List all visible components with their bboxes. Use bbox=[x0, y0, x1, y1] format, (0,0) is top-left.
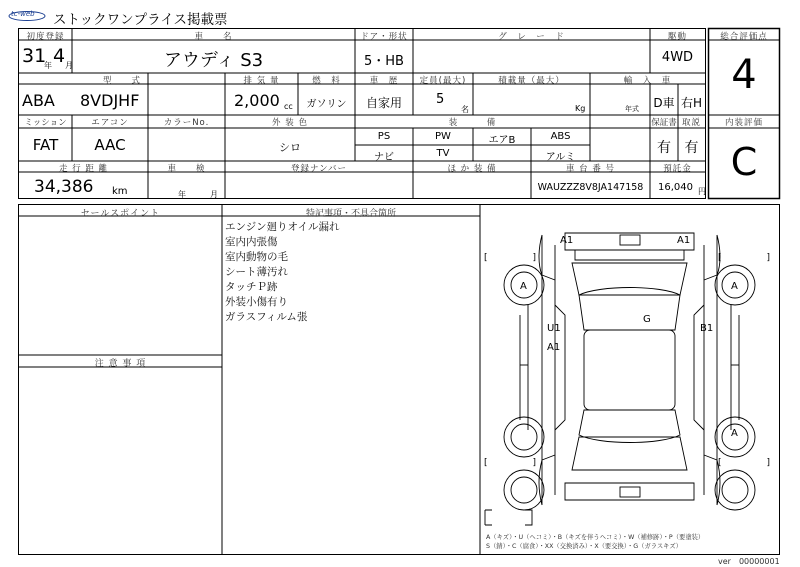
mark-a1-side: A1 bbox=[547, 342, 561, 353]
mark-a-tire-rr: A bbox=[731, 428, 738, 439]
manual-value: 有 bbox=[684, 140, 699, 156]
label-color-no: カラーNo. bbox=[163, 118, 210, 128]
load-unit: Kg bbox=[575, 104, 586, 113]
label-car-name: 車 名 bbox=[194, 32, 233, 42]
label-first-reg: 初度登録 bbox=[26, 32, 65, 42]
label-manual: 取説 bbox=[681, 118, 701, 128]
page-title: ストックワンプライス掲載票 bbox=[53, 12, 228, 28]
equip-airbag: エアB bbox=[488, 135, 516, 146]
label-sales-point: セールスポイント bbox=[80, 209, 161, 219]
history-value: 自家用 bbox=[365, 96, 402, 110]
version-label: ver 00000001 bbox=[718, 557, 780, 566]
overall-score: 4 bbox=[731, 52, 757, 98]
label-aircon: エアコン bbox=[91, 118, 129, 128]
vin-value: WAUZZZ8V8JA147158 bbox=[537, 182, 644, 193]
mark-g-roof: G bbox=[643, 314, 651, 325]
dealer-value: D車 bbox=[653, 96, 675, 110]
equip-navi: ナビ bbox=[374, 152, 394, 163]
displacement-value: 2,000 bbox=[234, 91, 280, 110]
logo-text: tc-web bbox=[11, 10, 35, 18]
mileage-unit: km bbox=[112, 186, 128, 197]
inspection-year-unit: 年 bbox=[178, 190, 186, 199]
label-deposit: 預託金 bbox=[663, 164, 692, 174]
mark-a-tire-fr: A bbox=[731, 281, 738, 292]
bracket-left-bottom: [ ] bbox=[484, 458, 537, 468]
model-value: 8VDJHF bbox=[80, 91, 140, 110]
note-item: ガラスフィルム張 bbox=[225, 311, 308, 323]
ext-color-value: シロ bbox=[279, 141, 301, 154]
equip-abs: ABS bbox=[550, 131, 571, 142]
label-history: 車 歴 bbox=[369, 76, 399, 86]
label-mileage: 走 行 距 離 bbox=[58, 164, 109, 174]
label-warranty: 保証書 bbox=[651, 118, 677, 128]
first-reg-month: 4 bbox=[53, 45, 66, 67]
aircon-value: AAC bbox=[94, 136, 126, 154]
first-reg-month-unit: 月 bbox=[65, 61, 73, 70]
note-item: エンジン廻りオイル漏れ bbox=[225, 221, 340, 233]
label-inspection: 車 検 bbox=[167, 164, 206, 174]
label-capacity: 定員(最大) bbox=[419, 76, 467, 86]
label-caution: 注 意 事 項 bbox=[94, 359, 147, 369]
note-item: シート薄汚れ bbox=[225, 266, 288, 278]
label-displacement: 排 気 量 bbox=[243, 76, 280, 86]
label-overall-score: 総合評価点 bbox=[720, 32, 768, 42]
car-name: アウディ S3 bbox=[163, 50, 264, 71]
label-door-shape: ドア・形状 bbox=[360, 32, 408, 42]
warranty-value: 有 bbox=[657, 140, 671, 156]
mark-b1: B1 bbox=[700, 323, 714, 334]
capacity-value: 5 bbox=[436, 92, 445, 107]
equip-pw: PW bbox=[435, 131, 451, 142]
bracket-left-top: [ ] bbox=[484, 253, 537, 263]
label-interior-score: 内装評価 bbox=[724, 118, 763, 128]
label-fuel: 燃 料 bbox=[312, 76, 341, 86]
capacity-unit: 名 bbox=[461, 105, 469, 114]
equip-ps: PS bbox=[377, 131, 391, 142]
displacement-unit: cc bbox=[284, 102, 293, 111]
handle-value: 右H bbox=[680, 96, 703, 110]
note-item: 外装小傷有り bbox=[225, 296, 288, 308]
label-load: 積載量（最大） bbox=[498, 76, 565, 86]
mission-value: FAT bbox=[32, 136, 59, 154]
label-import: 輸 入 車 bbox=[623, 76, 672, 86]
equip-tv: TV bbox=[436, 148, 450, 159]
inspection-month-unit: 月 bbox=[210, 190, 218, 199]
label-ext-color: 外 装 色 bbox=[272, 118, 308, 128]
year-model-unit: 年式 bbox=[625, 105, 639, 113]
notes-list bbox=[225, 220, 339, 325]
diagram-legend-2: S（錆）・C（腐食）・XX（交換済み）・X（要交換）・G（ガラスキズ） bbox=[486, 543, 682, 550]
bracket-right-top: [ ] bbox=[718, 253, 771, 263]
first-reg-year: 31 bbox=[22, 45, 47, 67]
label-equipment: 装 備 bbox=[448, 118, 497, 128]
mark-a-tire-fl: A bbox=[520, 281, 527, 292]
label-grade: グ レ ー ド bbox=[498, 32, 565, 42]
label-other-equipment: ほ か 装 備 bbox=[447, 164, 497, 174]
label-drive: 駆動 bbox=[667, 32, 687, 42]
diagram-legend-1: A（キズ）・U（ヘコミ）・B（キズを伴うヘコミ）・W（補修跡）・P（要塗装） bbox=[486, 534, 705, 541]
bracket-right-bottom: [ ] bbox=[718, 458, 771, 468]
label-model: 型 式 bbox=[102, 76, 141, 86]
fuel-value: ガソリン bbox=[306, 99, 347, 110]
model-prefix: ABA bbox=[22, 91, 55, 110]
car-diagram bbox=[480, 205, 779, 555]
label-notes: 特記事項・不具合箇所 bbox=[305, 209, 396, 219]
mileage-value: 34,386 bbox=[34, 177, 94, 197]
note-item: 室内内張傷 bbox=[225, 236, 278, 248]
mark-a1-front-left: A1 bbox=[560, 235, 574, 246]
note-item: タッチＰ跡 bbox=[225, 281, 278, 293]
label-vin: 車 台 番 号 bbox=[565, 164, 616, 174]
label-mission: ミッション bbox=[24, 118, 67, 128]
equip-alloy: アルミ bbox=[545, 152, 576, 163]
deposit-unit: 円 bbox=[698, 187, 706, 196]
label-reg-number: 登録ナンバー bbox=[291, 164, 347, 174]
mark-a1-front-right: A1 bbox=[677, 235, 691, 246]
deposit-value: 16,040 bbox=[658, 182, 693, 193]
mark-u1: U1 bbox=[547, 323, 561, 334]
drive-value: 4WD bbox=[661, 50, 694, 65]
note-item: 室内動物の毛 bbox=[225, 251, 288, 263]
interior-score: C bbox=[730, 140, 758, 184]
first-reg-era-unit: 年 bbox=[44, 61, 52, 70]
door-shape: 5・HB bbox=[364, 54, 404, 69]
